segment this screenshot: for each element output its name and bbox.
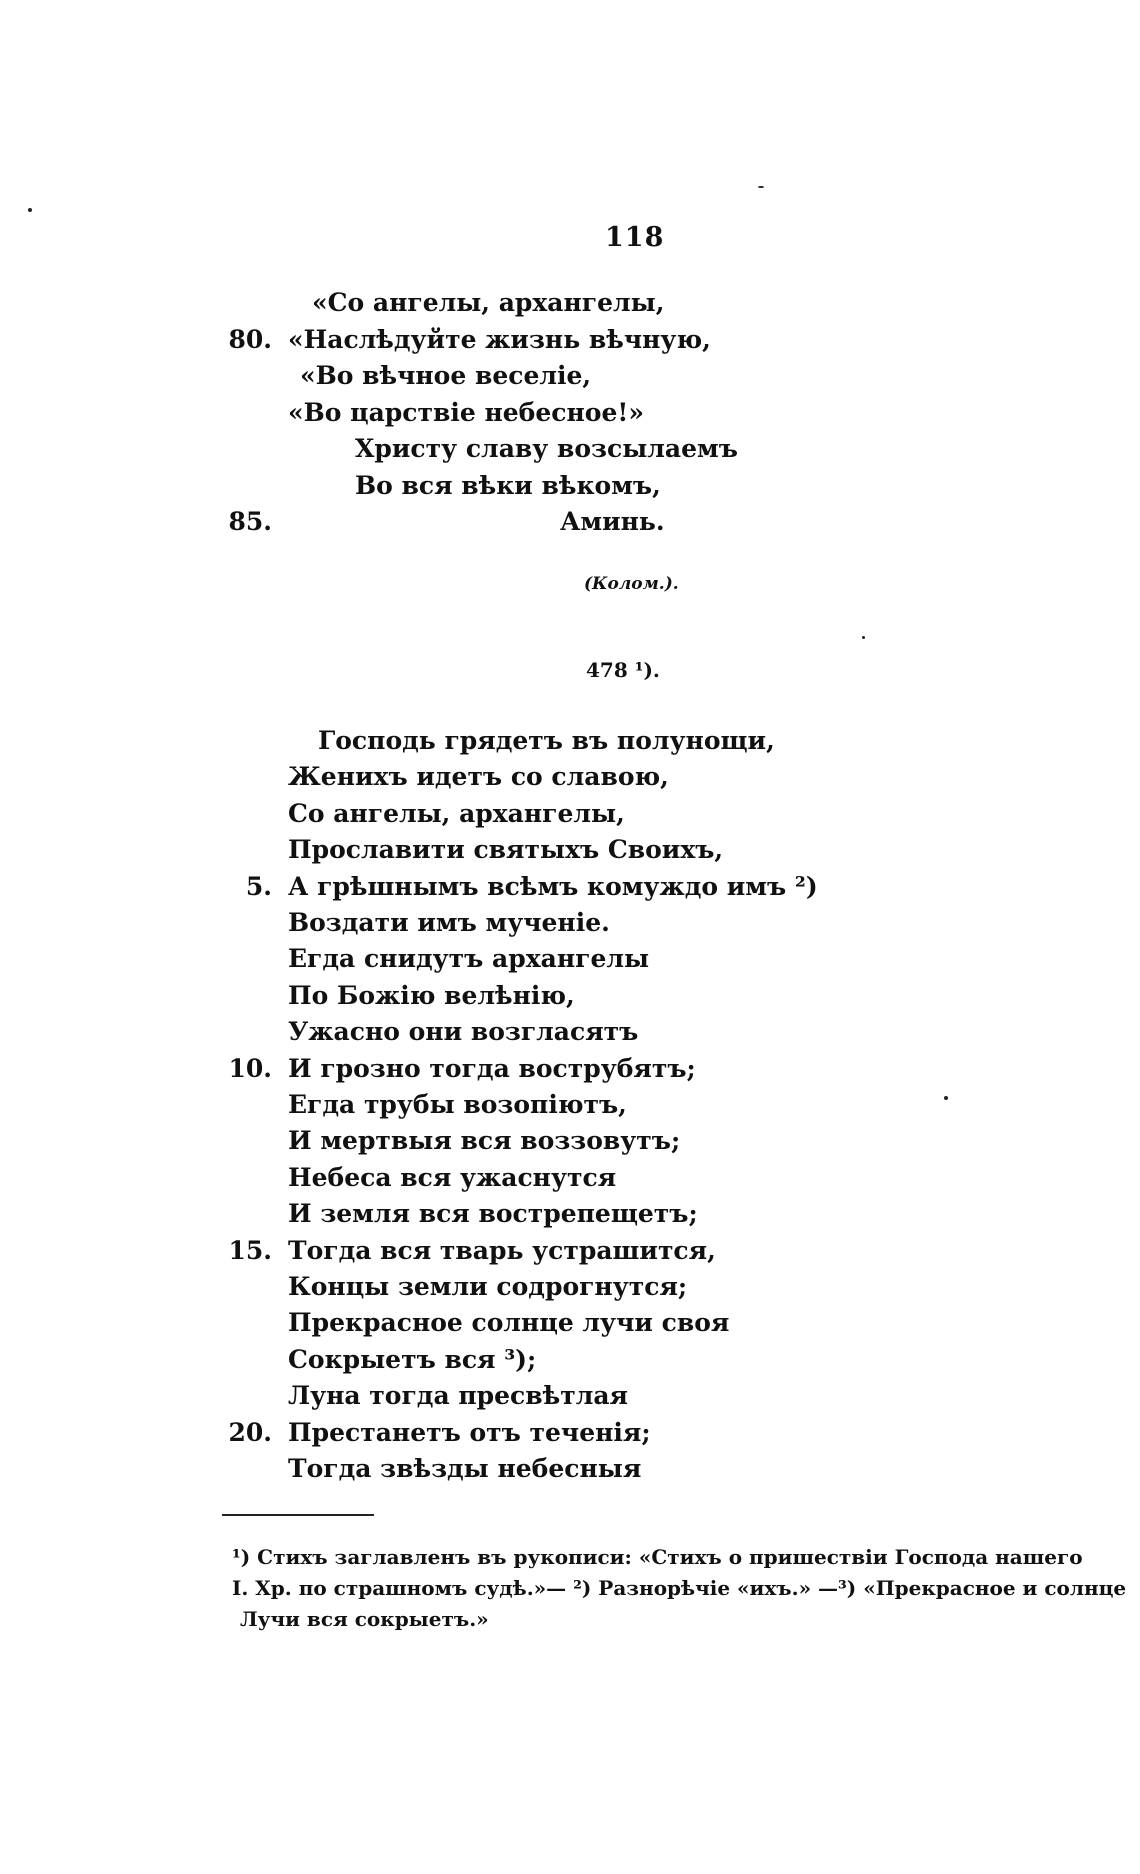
verse-line: Концы земли содрогнутся; <box>288 1272 688 1301</box>
line-number: 20. <box>228 1417 272 1447</box>
verse-line: И мертвыя вся воззовутъ; <box>288 1126 681 1156</box>
scan-speck <box>862 636 865 639</box>
verse-line: Воздати имъ мученіе. <box>288 908 610 937</box>
verse-line: Егда снидутъ архангелы <box>288 944 650 974</box>
scan-speck <box>28 208 32 212</box>
verse-line: Со ангелы, архангелы, <box>288 798 625 828</box>
verse-line: Луна тогда пресвѣтлая <box>288 1381 629 1411</box>
line-number: 15. <box>228 1235 272 1265</box>
verse-line: И грозно тогда вострубятъ; <box>288 1053 696 1083</box>
footnote-line: І. Хр. по страшномъ судѣ.»— ²) Разнорѣчіе «ихъ.» —³) «Прекрасное и солнце <box>232 1576 1127 1600</box>
line-number: 5. <box>245 871 272 901</box>
verse-line: И земля вся вострепещетъ; <box>288 1199 698 1229</box>
verse-line: «Во царствіе небесное!» <box>288 397 644 427</box>
verse-line: «Наслѣдуйте жизнь вѣчную, <box>288 324 711 354</box>
scan-speck <box>758 186 764 188</box>
source-attribution: (Колом.). <box>584 574 679 594</box>
verse-line: Тогда звѣзды небесныя <box>288 1454 642 1483</box>
verse-line: Женихъ идетъ со славою, <box>288 762 669 792</box>
verse-line: Сокрыетъ вся ³); <box>288 1344 537 1374</box>
footnote-line: Лучи вся сокрыетъ.» <box>240 1607 489 1631</box>
line-number: 10. <box>228 1053 272 1083</box>
verse-line: Прекрасное солнце лучи своя <box>288 1308 730 1338</box>
footnotes <box>232 1542 1127 1635</box>
poem-heading: 478 ¹). <box>586 658 660 682</box>
verse-line: Ужасно они возгласятъ <box>288 1017 639 1047</box>
page-number: 118 <box>605 222 665 253</box>
line-number: 80. <box>228 324 272 354</box>
line-number: 85. <box>228 507 272 536</box>
verse-line: «Во вѣчное веселіе, <box>300 361 592 390</box>
verse-line: Небеса вся ужаснутся <box>288 1162 617 1192</box>
verse-line: Во вся вѣки вѣкомъ, <box>355 470 661 500</box>
scan-speck <box>944 1096 948 1100</box>
verse-line: «Со ангелы, архангелы, <box>312 288 665 317</box>
verse-line: По Божію велѣнію, <box>288 980 575 1010</box>
verse-line: А грѣшнымъ всѣмъ комуждо имъ ²) <box>288 871 818 901</box>
verse-line: Престанетъ отъ теченія; <box>288 1417 651 1447</box>
footnote-rule <box>222 1514 374 1516</box>
verse-line: Егда трубы возопіютъ, <box>288 1090 627 1119</box>
verse-line: Аминь. <box>560 507 665 536</box>
verse-line: Господь грядетъ въ полунощи, <box>318 726 775 755</box>
verse-line: Прославити святыхъ Своихъ, <box>288 835 724 865</box>
verse-line: Христу славу возсылаемъ <box>355 434 738 463</box>
verse-line: Тогда вся тварь устрашится, <box>288 1235 716 1265</box>
footnote-line: ¹) Стихъ заглавленъ въ рукописи: «Стихъ о пришествіи Господа нашего <box>232 1545 1083 1569</box>
